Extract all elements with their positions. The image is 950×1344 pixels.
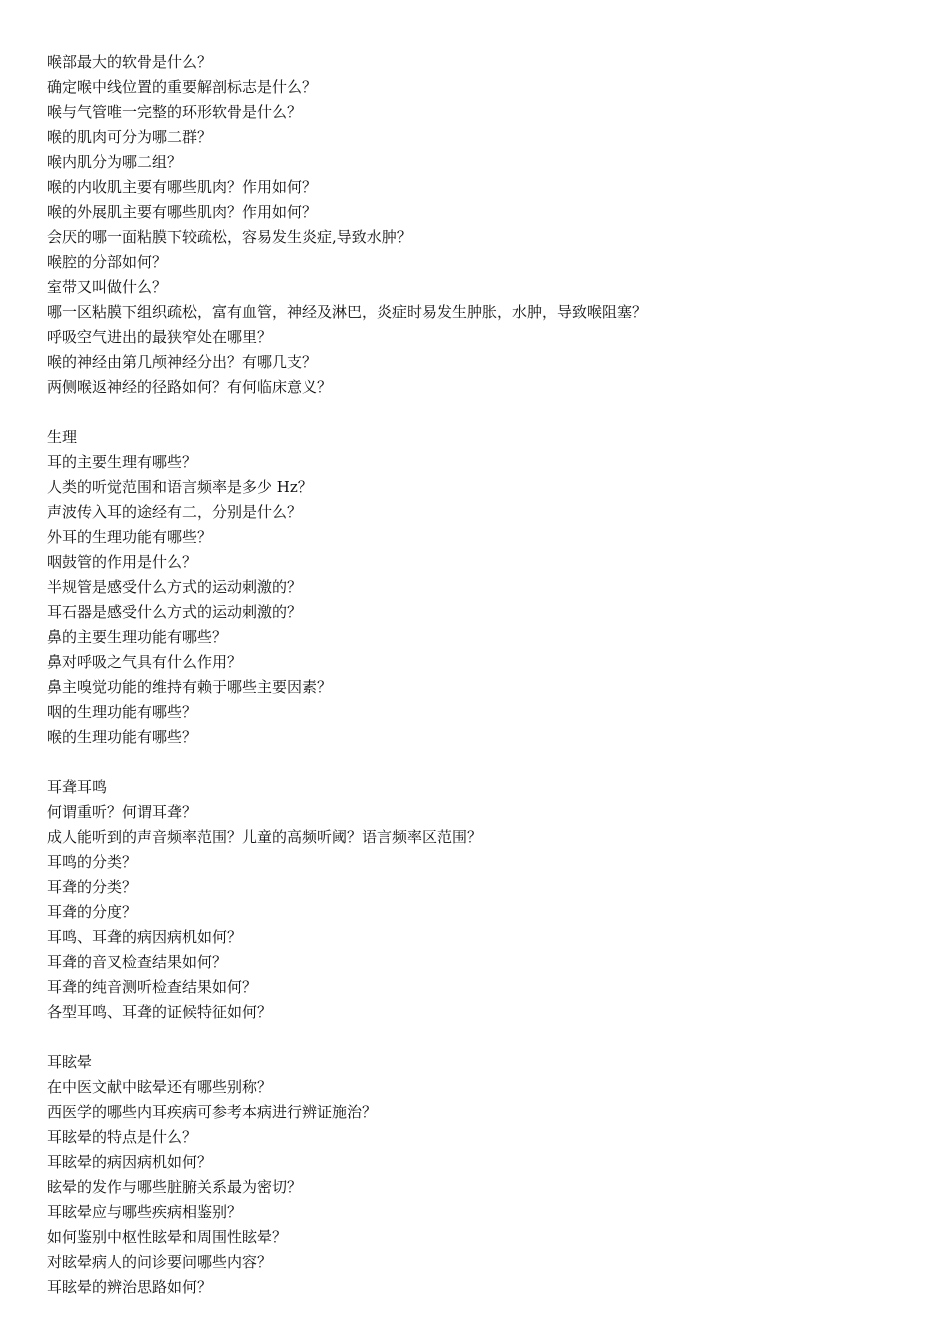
question-line: 耳鸣的分类？	[47, 853, 138, 871]
question-line: 人类的听觉范围和语言频率是多少 Hz？	[47, 478, 313, 496]
question-line: 鼻主嗅觉功能的维持有赖于哪些主要因素？	[47, 678, 333, 696]
section-spacer	[47, 1025, 907, 1050]
question-line: 耳聋的分类？	[47, 878, 138, 896]
question-line: 两侧喉返神经的径路如何？有何临床意义？	[47, 378, 333, 396]
question-line: 喉内肌分为哪二组？	[47, 153, 183, 171]
section-ear-vertigo	[47, 1050, 907, 1300]
section-deafness-tinnitus	[47, 775, 907, 1025]
question-line: 耳聋的纯音测听检查结果如何？	[47, 978, 258, 996]
question-line: 确定喉中线位置的重要解剖标志是什么？	[47, 78, 318, 96]
question-line: 耳鸣、耳聋的病因病机如何？	[47, 928, 243, 946]
question-line: 喉腔的分部如何？	[47, 253, 168, 271]
question-line: 喉的内收肌主要有哪些肌肉？作用如何？	[47, 178, 318, 196]
question-line: 咽的生理功能有哪些？	[47, 703, 198, 721]
question-line: 在中医文献中眩晕还有哪些别称？	[47, 1078, 273, 1096]
question-line: 耳的主要生理有哪些？	[47, 453, 198, 471]
question-line: 耳眩晕的辨治思路如何？	[47, 1278, 213, 1296]
question-line: 喉的肌肉可分为哪二群？	[47, 128, 213, 146]
question-line: 喉的外展肌主要有哪些肌肉？作用如何？	[47, 203, 318, 221]
question-line: 耳石器是感受什么方式的运动刺激的？	[47, 603, 303, 621]
question-line: 成人能听到的声音频率范围？儿童的高频听阈？语言频率区范围？	[47, 828, 483, 846]
question-line: 耳眩晕的病因病机如何？	[47, 1153, 213, 1171]
section-larynx-anatomy	[47, 50, 907, 400]
question-line: 呼吸空气进出的最狭窄处在哪里？	[47, 328, 273, 346]
question-line: 如何鉴别中枢性眩晕和周围性眩晕？	[47, 1228, 288, 1246]
question-line: 眩晕的发作与哪些脏腑关系最为密切？	[47, 1178, 303, 1196]
question-line: 鼻的主要生理功能有哪些？	[47, 628, 228, 646]
question-line: 耳聋的分度？	[47, 903, 138, 921]
question-line: 耳眩晕应与哪些疾病相鉴别？	[47, 1203, 243, 1221]
question-line: 喉的神经由第几颅神经分出？有哪几支？	[47, 353, 318, 371]
question-line: 喉与气管唯一完整的环形软骨是什么？	[47, 103, 303, 121]
question-line: 何谓重听？何谓耳聋？	[47, 803, 198, 821]
question-line: 耳眩晕的特点是什么？	[47, 1128, 198, 1146]
question-line: 西医学的哪些内耳疾病可参考本病进行辨证施治？	[47, 1103, 378, 1121]
question-line: 鼻对呼吸之气具有什么作用？	[47, 653, 243, 671]
section-spacer	[47, 750, 907, 775]
question-line: 喉部最大的软骨是什么？	[47, 53, 213, 71]
question-line: 耳聋的音叉检查结果如何？	[47, 953, 228, 971]
section-physiology	[47, 425, 907, 750]
question-line: 声波传入耳的途经有二，分别是什么？	[47, 503, 303, 521]
question-line: 各型耳鸣、耳聋的证候特征如何？	[47, 1003, 273, 1021]
question-line: 咽鼓管的作用是什么？	[47, 553, 198, 571]
question-line: 哪一区粘膜下组织疏松，富有血管，神经及淋巴，炎症时易发生肿胀，水肿，导致喉阻塞？	[47, 303, 648, 321]
question-line: 半规管是感受什么方式的运动刺激的？	[47, 578, 303, 596]
section-heading: 生理	[47, 428, 78, 446]
question-line: 外耳的生理功能有哪些？	[47, 528, 213, 546]
question-line: 会厌的哪一面粘膜下较疏松，容易发生炎症,导致水肿？	[47, 228, 412, 246]
question-line: 喉的生理功能有哪些？	[47, 728, 198, 746]
section-heading: 耳聋耳鸣	[47, 778, 108, 796]
document-page	[47, 50, 907, 1300]
question-line: 室带又叫做什么？	[47, 278, 168, 296]
question-line: 对眩晕病人的问诊要问哪些内容？	[47, 1253, 273, 1271]
section-spacer	[47, 400, 907, 425]
section-heading: 耳眩晕	[47, 1053, 93, 1071]
